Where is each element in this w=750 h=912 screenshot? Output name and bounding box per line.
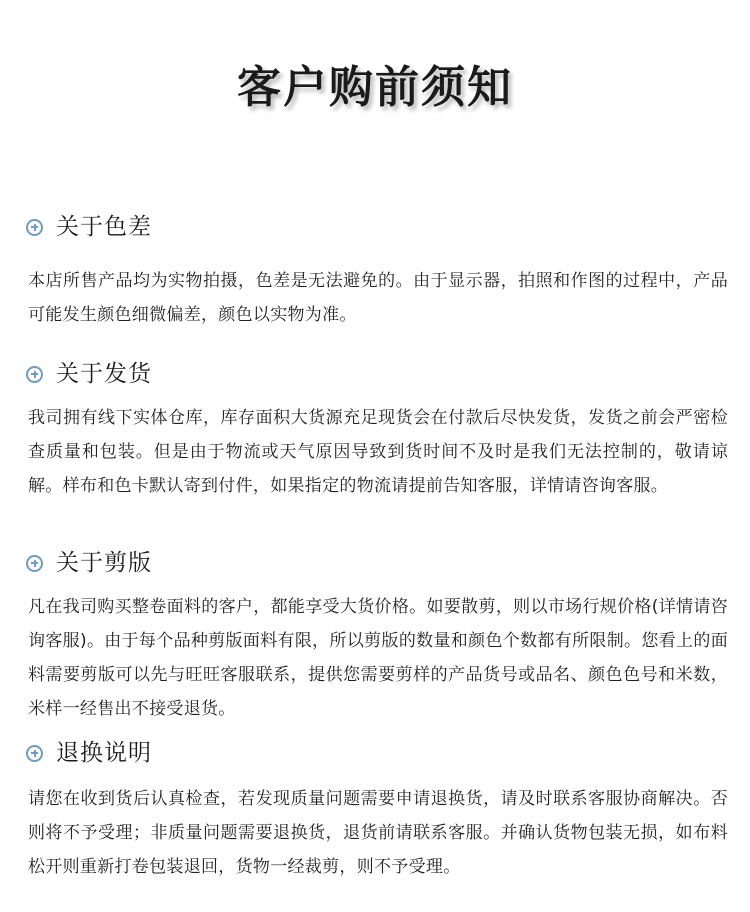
section-body: 凡在我司购买整卷面料的客户，都能享受大货价格。如要散剪，则以市场行规价格(详情请咨询客服)。由于每个品种剪版面料有限，所以剪版的数量和颜色个数都有所限制。您看上的面料需要剪版可以先与旺旺客服联系，提供您需要剪样的产品货号或品名、颜色色号和米数，米样一经售出不接受退货。 [28, 597, 728, 719]
section-body: 请您在收到货后认真检查，若发现质量问题需要申请退换货，请及时联系客服协商解决。否则将不予受理；非质量问题需要退换货，退货前请联系客服。并确认货物包装无损，如布料松开则重新打卷包装退回，货物一经裁剪，则不予受理。 [28, 789, 728, 877]
section-title: 关于发货 [56, 361, 152, 387]
section-body: 我司拥有线下实体仓库，库存面积大货源充足现货会在付款后尽快发货，发货之前会严密检查质量和包装。但是由于物流或天气原因导致到货时间不及时是我们无法控制的，敬请谅解。样布和色卡默认寄到付件，如果指定的物流请提前告知客服，详情请咨询客服。 [28, 408, 728, 496]
page-title: 客户购前须知 [237, 62, 513, 113]
section-title: 关于色差 [56, 214, 152, 240]
section-heading [26, 736, 152, 770]
section-body: 本店所售产品均为实物拍摄，色差是无法避免的。由于显示器，拍照和作图的过程中，产品可能发生颜色细微偏差，颜色以实物为准。 [28, 271, 728, 325]
section-title: 退换说明 [56, 740, 152, 766]
section-heading [26, 357, 152, 391]
section-heading [26, 546, 152, 580]
plus-circle-icon [26, 745, 43, 762]
plus-circle-icon [26, 555, 43, 572]
section-title: 关于剪版 [56, 550, 152, 576]
plus-circle-icon [26, 219, 43, 236]
section-heading [26, 210, 152, 244]
plus-circle-icon [26, 366, 43, 383]
